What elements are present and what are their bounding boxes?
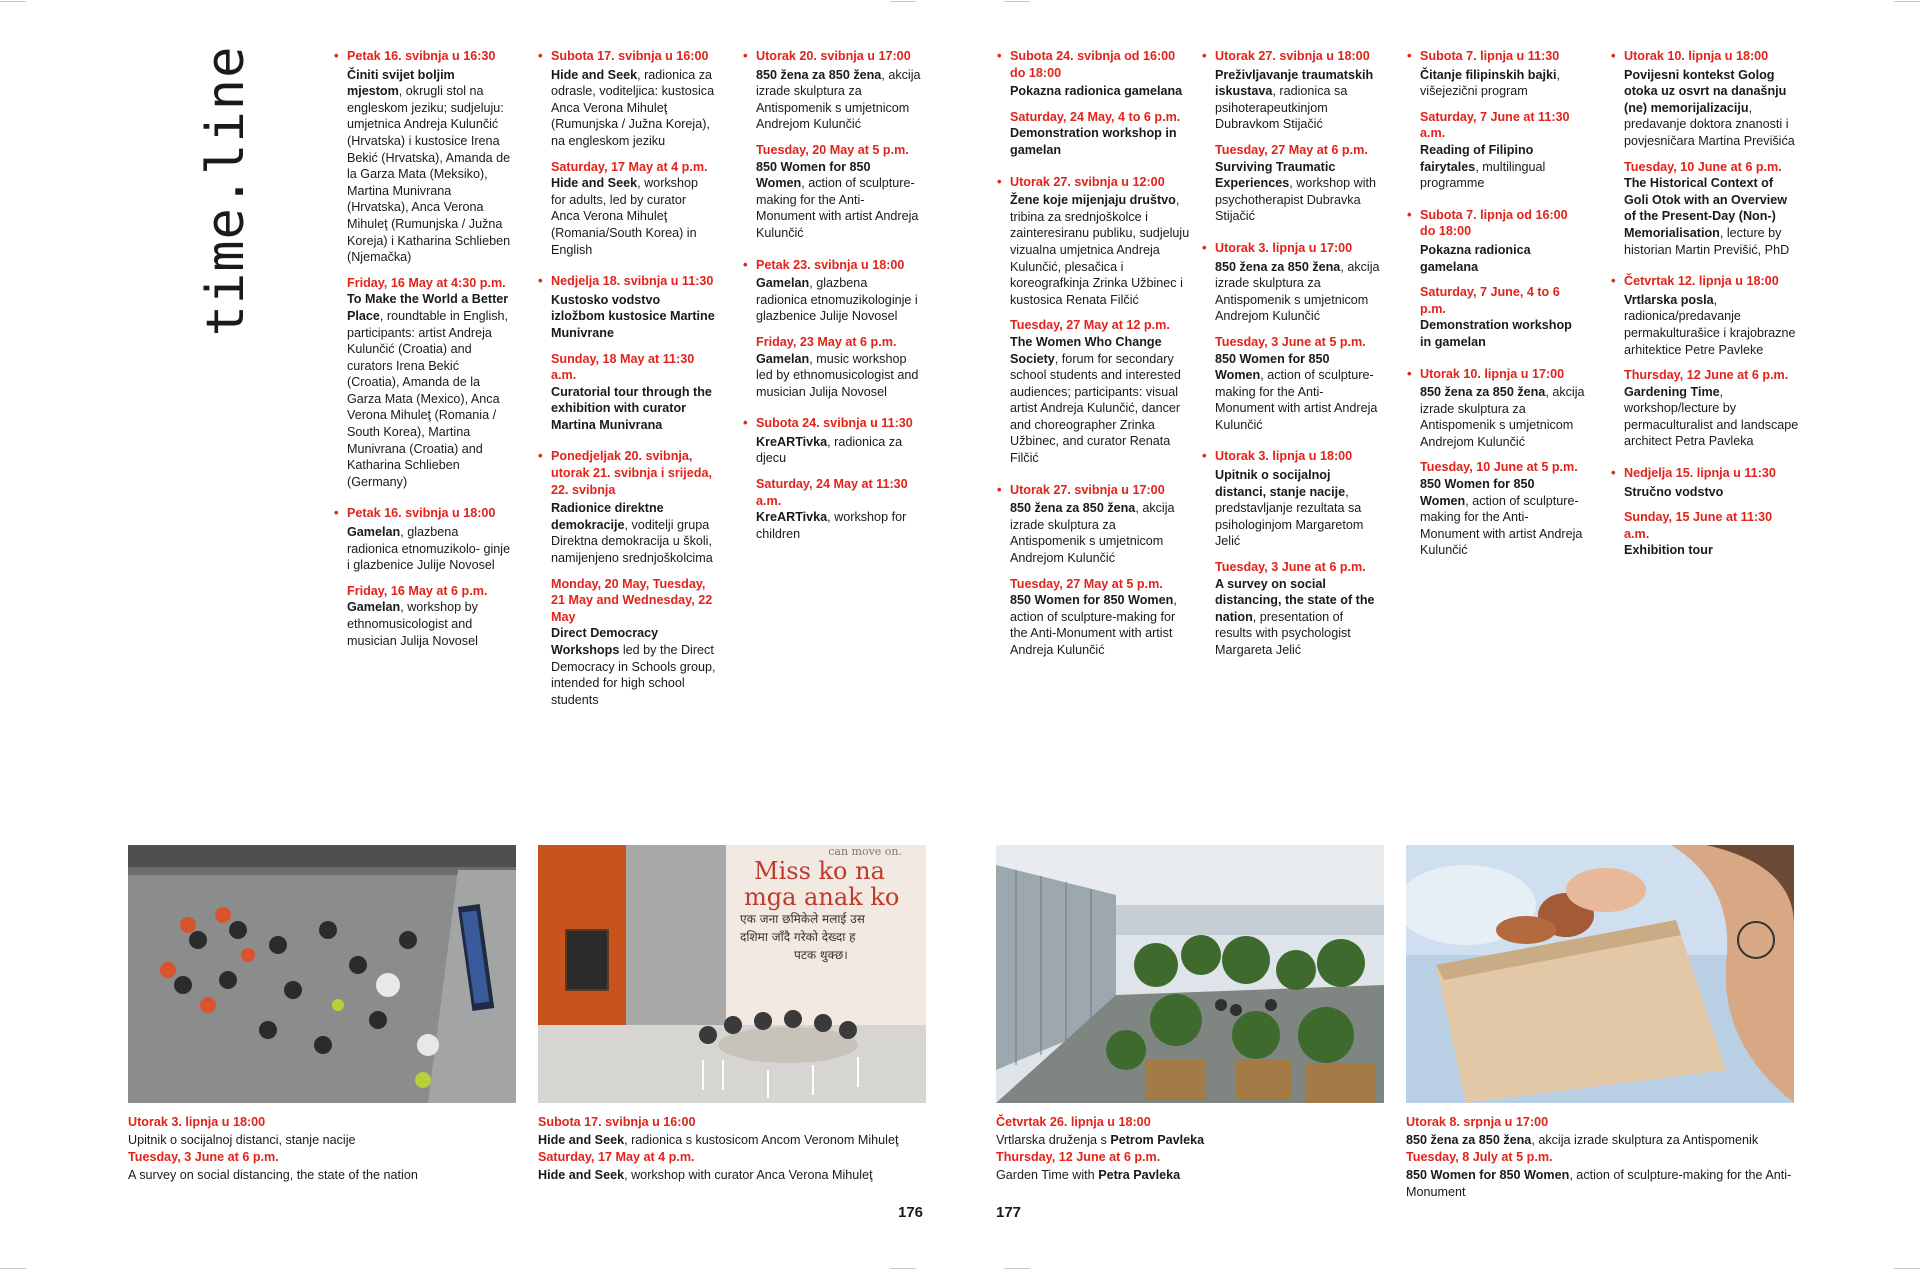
event-title-hr: Upitnik o socijalnoj distanci, stanje nacije bbox=[1215, 468, 1346, 499]
photo-hide-and-seek-workshop bbox=[538, 845, 926, 1103]
banner-line-4: एक जना छमिकेले मलाई उस bbox=[740, 912, 865, 926]
caption-text-hr: Upitnik o socijalnoj distanci, stanje nacije bbox=[128, 1132, 356, 1147]
timeline-entry bbox=[1010, 48, 1190, 159]
timeline-column bbox=[551, 48, 716, 723]
event-title-en: Surviving Traumatic Experiences bbox=[1215, 159, 1336, 191]
event-date-en: Tuesday, 27 May at 12 p.m. bbox=[1010, 318, 1170, 333]
caption-title-en: Petra Pavleka bbox=[1098, 1167, 1181, 1182]
caption-date-en: Tuesday, 3 June at 6 p.m. bbox=[128, 1150, 279, 1164]
caption-text-en: A survey on social distancing, the state of the nation bbox=[128, 1167, 418, 1182]
timeline-column bbox=[1215, 48, 1380, 674]
banner-line-1: can move on. bbox=[828, 845, 902, 858]
event-title-en: Curatorial tour through the exhibition with curator Martina Munivrana bbox=[551, 384, 712, 432]
event-desc-en: , action of sculpture-making for the Anti-Monument with artist Andreja Kulunčić bbox=[1420, 493, 1583, 558]
event-date-en: Friday, 16 May at 4:30 p.m. bbox=[347, 275, 506, 290]
event-title-hr: Gamelan bbox=[347, 525, 401, 540]
event-date-hr: • Četvrtak 12. lipnja u 18:00 bbox=[1624, 274, 1779, 289]
event-desc-en: , workshop for adults, led by curator Anca Verona Mihuleţ (Romania/South Korea) in English bbox=[551, 176, 698, 257]
timeline-entry bbox=[551, 448, 716, 708]
caption-date-hr: Četvrtak 26. lipnja u 18:00 bbox=[996, 1115, 1151, 1129]
event-date-hr: • Subota 7. lipnja u 11:30 bbox=[1420, 49, 1560, 63]
caption-title-en: 850 Women for 850 Women bbox=[1406, 1167, 1570, 1182]
event-desc-hr: , predavanje doktora znanosti i povjesničara Martina Previšića bbox=[1624, 100, 1795, 148]
timeline-entry bbox=[1624, 48, 1799, 258]
crop-mark bbox=[1894, 1268, 1920, 1269]
event-date-hr: • Utorak 27. svibnja u 12:00 bbox=[1010, 174, 1165, 189]
event-date-hr: • Utorak 10. lipnja u 17:00 bbox=[1420, 366, 1565, 381]
photo-rooftop-garden bbox=[996, 845, 1384, 1103]
timeline-entry bbox=[756, 48, 921, 242]
caption-date-hr: Utorak 3. lipnja u 18:00 bbox=[128, 1115, 266, 1129]
event-title-hr: Pokazna radionica gamelana bbox=[1420, 242, 1531, 274]
event-desc-hr: , glazbena radionica etnomuzikolo- ginje i glazbenice Julije Novosel bbox=[347, 525, 511, 573]
crop-mark bbox=[890, 1, 916, 2]
event-date-en: Tuesday, 27 May at 6 p.m. bbox=[1215, 142, 1368, 157]
event-title-hr: 850 žena za 850 žena bbox=[1420, 385, 1546, 400]
timeline-column bbox=[1624, 48, 1799, 574]
page-number-left: 176 bbox=[898, 1204, 924, 1221]
event-desc-en: , action of sculpture-making for the Anti-Monument with artist Andreja Kulunčić bbox=[756, 176, 919, 240]
caption-title-hr: Petrom Pavleka bbox=[1110, 1132, 1205, 1147]
timeline-column bbox=[347, 48, 512, 664]
event-title-hr: Žene koje mijenjaju društvo bbox=[1010, 193, 1176, 208]
event-title-hr: 850 žena za 850 žena bbox=[756, 67, 882, 82]
event-title-hr: Činiti svijet boljim mjestom bbox=[347, 67, 455, 99]
timeline-entry bbox=[347, 48, 512, 490]
event-desc-hr: , višejezični program bbox=[1420, 67, 1560, 99]
event-title-en: Demonstration workshop in gamelan bbox=[1420, 318, 1572, 349]
event-date-en: Tuesday, 10 June at 5 p.m. bbox=[1420, 460, 1578, 475]
crop-mark bbox=[1004, 1268, 1030, 1269]
event-desc-en: , lecture by historian Martin Previšić, PhD bbox=[1624, 225, 1790, 257]
event-title-en: 850 Women for 850 Women bbox=[1010, 593, 1174, 608]
timeline-column bbox=[756, 48, 921, 557]
event-title-hr: KreARTivka bbox=[756, 434, 828, 449]
caption-title-hr: 850 žena za 850 žena bbox=[1406, 1132, 1532, 1147]
event-date-en: Monday, 20 May, Tuesday, 21 May and Wednesday, 22 May bbox=[551, 576, 713, 624]
caption-text-en: , workshop with curator Anca Verona Mihuleţ bbox=[624, 1167, 873, 1182]
timeline-entry bbox=[1010, 482, 1190, 659]
event-title-hr: Povijesni kontekst Golog otoka uz osvrt na današnju (ne) memorijalizaciju bbox=[1624, 67, 1787, 115]
timeline-entry bbox=[347, 505, 512, 649]
event-date-en: Saturday, 17 May at 4 p.m. bbox=[551, 159, 708, 174]
event-date-hr: • Petak 23. svibnja u 18:00 bbox=[756, 257, 905, 272]
timeline-entry bbox=[1215, 448, 1380, 658]
event-title-en: Exhibition tour bbox=[1624, 543, 1713, 558]
event-desc-hr: , glazbena radionica etnomuzikologinje i glazbenice Julije Novosel bbox=[756, 276, 918, 324]
event-date-hr: • Subota 17. svibnja u 16:00 bbox=[551, 49, 709, 63]
event-date-hr: • Utorak 10. lipnja u 18:00 bbox=[1624, 49, 1769, 63]
event-date-en: Saturday, 24 May at 11:30 a.m. bbox=[756, 477, 908, 508]
timeline-entry bbox=[1420, 48, 1585, 192]
event-date-hr: • Ponedjeljak 20. svibnja, utorak 21. svibnja i srijeda, 22. svibnja bbox=[551, 449, 712, 497]
crop-mark bbox=[1894, 1, 1920, 2]
event-date-hr: • Petak 16. svibnja u 18:00 bbox=[347, 506, 496, 521]
caption-title-en: Hide and Seek bbox=[538, 1167, 625, 1182]
timeline-column bbox=[1010, 48, 1190, 674]
banner-line-2: Miss ko na bbox=[754, 857, 885, 885]
event-desc-hr: , voditelji grupa Direktna demokracija u školi, namijenjeno srednjoškolcima bbox=[551, 517, 713, 566]
event-date-hr: • Utorak 3. lipnja u 17:00 bbox=[1215, 240, 1353, 255]
event-title-en: KreARTivka bbox=[756, 510, 828, 525]
event-desc-en: , roundtable in English, participants: artist Andreja Kulunčić (Croatia) and curators Irena Bekić (Croatia), Amanda de la Garza Mata (Mexico), Anca Verona Mihuleţ (Romania / South Korea), Martina Munivrana (Croatia) and Katharina Schlieben (Germany) bbox=[347, 308, 509, 489]
event-date-en: Saturday, 7 June at 11:30 a.m. bbox=[1420, 109, 1570, 141]
event-title-hr: 850 žena za 850 žena bbox=[1215, 259, 1341, 274]
photo-caption bbox=[538, 1114, 908, 1184]
event-date-en: Friday, 23 May at 6 p.m. bbox=[756, 334, 897, 349]
photo-caption bbox=[996, 1114, 1386, 1184]
timeline-entry bbox=[756, 415, 921, 542]
caption-date-en: Saturday, 17 May at 4 p.m. bbox=[538, 1150, 695, 1164]
timeline-entry bbox=[1215, 240, 1380, 434]
event-date-en: Tuesday, 3 June at 6 p.m. bbox=[1215, 560, 1366, 575]
crop-mark bbox=[1004, 1, 1030, 2]
banner-line-3: mga anak ko bbox=[744, 883, 900, 911]
section-title bbox=[196, 46, 256, 336]
page-number-right: 177 bbox=[996, 1204, 1022, 1221]
event-date-en: Sunday, 18 May at 11:30 a.m. bbox=[551, 351, 695, 383]
event-title-hr: Preživljavanje traumatskih iskustava bbox=[1215, 67, 1374, 99]
event-desc-en: , workshop/lecture by permaculturalist and landscape architect Petra Pavleka bbox=[1624, 384, 1799, 449]
photo-audience-overhead bbox=[128, 845, 516, 1103]
event-title-en: The Historical Context of Goli Otok with an Overview of the Present-Day (Non-) Memorialisation bbox=[1624, 176, 1788, 240]
caption-text-hr: , radionica s kustosicom Ancom Veronom Mihuleţ bbox=[624, 1132, 899, 1147]
event-date-en: Saturday, 24 May, 4 to 6 p.m. bbox=[1010, 109, 1181, 124]
event-date-en: Friday, 16 May at 6 p.m. bbox=[347, 583, 488, 598]
event-date-en: Tuesday, 20 May at 5 p.m. bbox=[756, 142, 909, 157]
event-desc-en: , music workshop led by ethnomusicologist and musician Julija Novosel bbox=[756, 351, 919, 399]
event-desc-en: , multilingual programme bbox=[1420, 159, 1546, 191]
event-date-en: Tuesday, 3 June at 5 p.m. bbox=[1215, 334, 1366, 349]
event-date-hr: • Utorak 3. lipnja u 18:00 bbox=[1215, 449, 1353, 464]
event-title-hr: Stručno vodstvo bbox=[1624, 484, 1724, 499]
caption-text-en: , action of sculpture-making for the Anti-Monument bbox=[1406, 1167, 1792, 1199]
event-title-en: Direct Democracy Workshops bbox=[551, 626, 659, 657]
timeline-entry bbox=[1010, 174, 1190, 467]
event-desc-hr: , akcija izrade skulptura za Antispomenik s umjetnicom Andrejom Kulunčić bbox=[756, 67, 921, 132]
event-desc-hr: , radionica za odrasle, voditeljica: kustosica Anca Verona Mihuleţ (Rumunjska / Južna Koreja), na engleskom jeziku bbox=[551, 67, 715, 148]
event-date-en: Tuesday, 27 May at 5 p.m. bbox=[1010, 576, 1163, 591]
event-title-hr: Gamelan bbox=[756, 276, 810, 291]
timeline-column bbox=[1420, 48, 1585, 574]
event-desc-en: led by the Direct Democracy in Schools group, intended for high school students bbox=[551, 643, 716, 707]
event-desc-en: , forum for secondary school students and interested audiences; participants: visual artist Andreja Kulunčić, dancer and choreographer Zrinka Užbinec, and curator Renata Filčić bbox=[1010, 351, 1181, 466]
timeline-entry bbox=[551, 48, 716, 258]
section-title-text: time.line bbox=[196, 45, 256, 337]
event-desc-hr: , predstavljanje rezultata sa psihologinjom Margaretom Jelić bbox=[1215, 484, 1364, 549]
banner-line-6: पटक थुक्छ। bbox=[794, 948, 848, 962]
event-desc-hr: , radionica sa psihoterapeutkinjom Dubravkom Stijačić bbox=[1215, 84, 1348, 132]
event-title-en: A survey on social distancing, the state of the nation bbox=[1215, 576, 1375, 624]
event-title-hr: Hide and Seek bbox=[551, 67, 638, 82]
timeline-entry bbox=[1624, 273, 1799, 450]
event-date-hr: • Nedjelja 18. svibnja u 11:30 bbox=[551, 274, 714, 289]
event-title-hr: Čitanje filipinskih bajki bbox=[1420, 67, 1557, 82]
event-title-en: 850 Women for 850 Women bbox=[1420, 477, 1535, 508]
event-date-en: Thursday, 12 June at 6 p.m. bbox=[1624, 368, 1789, 383]
timeline-entry bbox=[1420, 366, 1585, 560]
event-desc-hr: , radionica za djecu bbox=[756, 434, 903, 466]
event-desc-en: , workshop with psychotherapist Dubravka Stijačić bbox=[1215, 176, 1377, 224]
caption-text-hr: , akcija izrade skulptura za Antispomenik bbox=[1531, 1132, 1759, 1147]
caption-text-hr: Vrtlarska druženja s bbox=[996, 1132, 1111, 1147]
event-title-hr: Kustosko vodstvo izložbom kustosice Martine Munivrane bbox=[551, 292, 715, 340]
event-title-en: 850 Women for 850 Women bbox=[1215, 351, 1330, 383]
event-desc-en: , action of sculpture-making for the Anti-Monument with artist Andreja Kulunčić bbox=[1010, 593, 1177, 657]
caption-date-en: Thursday, 12 June at 6 p.m. bbox=[996, 1150, 1161, 1164]
event-desc-en: , action of sculpture-making for the Anti-Monument with artist Andreja Kulunčić bbox=[1215, 368, 1378, 432]
crop-mark bbox=[0, 1268, 26, 1269]
event-date-hr: • Subota 7. lipnja od 16:00 do 18:00 bbox=[1420, 207, 1568, 239]
event-desc-en: , workshop by ethnomusicologist and musician Julija Novosel bbox=[347, 600, 478, 648]
event-date-hr: • Utorak 27. svibnja u 17:00 bbox=[1010, 482, 1165, 497]
event-desc-hr: , okrugli stol na engleskom jeziku; sudjeluju: umjetnica Andreja Kulunčić (Hrvatska) i kustosice Irena Bekić (Hrvatska), Amanda de la Garza Mata (Meksiko), Martina Munivrana (Hrvatska), Anca Verona Mihuleţ (Rumunjska / Južna Koreja) i Katharina Schlieben (Njemačka) bbox=[347, 84, 511, 265]
caption-date-hr: Utorak 8. srpnja u 17:00 bbox=[1406, 1115, 1549, 1129]
timeline-entry bbox=[1420, 207, 1585, 351]
event-date-en: Tuesday, 10 June at 6 p.m. bbox=[1624, 159, 1782, 174]
event-title-hr: Radionice direktne demokracije bbox=[551, 501, 664, 532]
event-date-en: Saturday, 7 June, 4 to 6 p.m. bbox=[1420, 285, 1560, 316]
event-desc-hr: , akcija izrade skulptura za Antispomenik s umjetnicom Andrejom Kulunčić bbox=[1010, 501, 1175, 566]
event-desc-hr: , akcija izrade skulptura za Antispomenik s umjetnicom Andrejom Kulunčić bbox=[1420, 385, 1585, 449]
event-title-hr: 850 žena za 850 žena bbox=[1010, 501, 1136, 516]
event-date-hr: • Utorak 20. svibnja u 17:00 bbox=[756, 49, 911, 63]
banner-line-5: दशिमा जाँदै गरेको देख्दा ह bbox=[740, 930, 856, 944]
caption-date-hr: Subota 17. svibnja u 16:00 bbox=[538, 1115, 696, 1129]
event-desc-hr: , akcija izrade skulptura za Antispomenik s umjetnicom Andrejom Kulunčić bbox=[1215, 259, 1380, 324]
event-date-hr: • Subota 24. svibnja u 11:30 bbox=[756, 416, 913, 431]
photo-sculpture-making bbox=[1406, 845, 1794, 1103]
timeline-entry bbox=[1624, 465, 1799, 559]
crop-mark bbox=[890, 1268, 916, 1269]
event-title-hr: Vrtlarska posla bbox=[1624, 292, 1714, 307]
event-title-en: 850 Women for 850 Women bbox=[756, 159, 871, 191]
event-title-en: Gardening Time bbox=[1624, 384, 1720, 399]
event-desc-en: , presentation of results with psychologist Margareta Jelić bbox=[1215, 609, 1351, 657]
event-title-en: Demonstration workshop in gamelan bbox=[1010, 126, 1177, 157]
photo-caption bbox=[1406, 1114, 1806, 1202]
photo-caption bbox=[128, 1114, 528, 1184]
timeline-entry bbox=[756, 257, 921, 401]
event-title-hr: Pokazna radionica gamelana bbox=[1010, 84, 1183, 99]
caption-text-en: Garden Time with bbox=[996, 1167, 1099, 1182]
crop-mark bbox=[0, 1, 26, 2]
event-date-hr: • Petak 16. svibnja u 16:30 bbox=[347, 49, 496, 63]
event-title-en: To Make the World a Better Place bbox=[347, 292, 509, 323]
event-title-en: Gamelan bbox=[756, 351, 810, 366]
timeline-entry bbox=[1215, 48, 1380, 225]
event-date-hr: • Utorak 27. svibnja u 18:00 bbox=[1215, 49, 1370, 63]
event-date-en: Sunday, 15 June at 11:30 a.m. bbox=[1624, 510, 1773, 541]
event-date-hr: • Subota 24. svibnja od 16:00 do 18:00 bbox=[1010, 49, 1176, 80]
event-title-en: Gamelan bbox=[347, 600, 401, 615]
event-desc-hr: , radionica/predavanje permakulturašice i krajobrazne arhitektice Petre Pavleke bbox=[1624, 292, 1796, 357]
event-title-en: Reading of Filipino fairytales bbox=[1420, 142, 1534, 174]
event-desc-en: , workshop for children bbox=[756, 510, 907, 541]
timeline-entry bbox=[551, 273, 716, 433]
caption-date-en: Tuesday, 8 July at 5 p.m. bbox=[1406, 1150, 1553, 1164]
caption-title-hr: Hide and Seek bbox=[538, 1132, 625, 1147]
event-date-hr: • Nedjelja 15. lipnja u 11:30 bbox=[1624, 466, 1776, 481]
event-title-en: Hide and Seek bbox=[551, 176, 638, 191]
event-title-en: The Women Who Change Society bbox=[1010, 334, 1162, 366]
event-desc-hr: , tribina za srednjoškolce i zainteresiranu publiku, sudjeluju vizualna umjetnica Andreja Kulunčić, plesačica i koreografkinja Zrinka Užbinec i kustosica Renata Filčić bbox=[1010, 193, 1190, 307]
